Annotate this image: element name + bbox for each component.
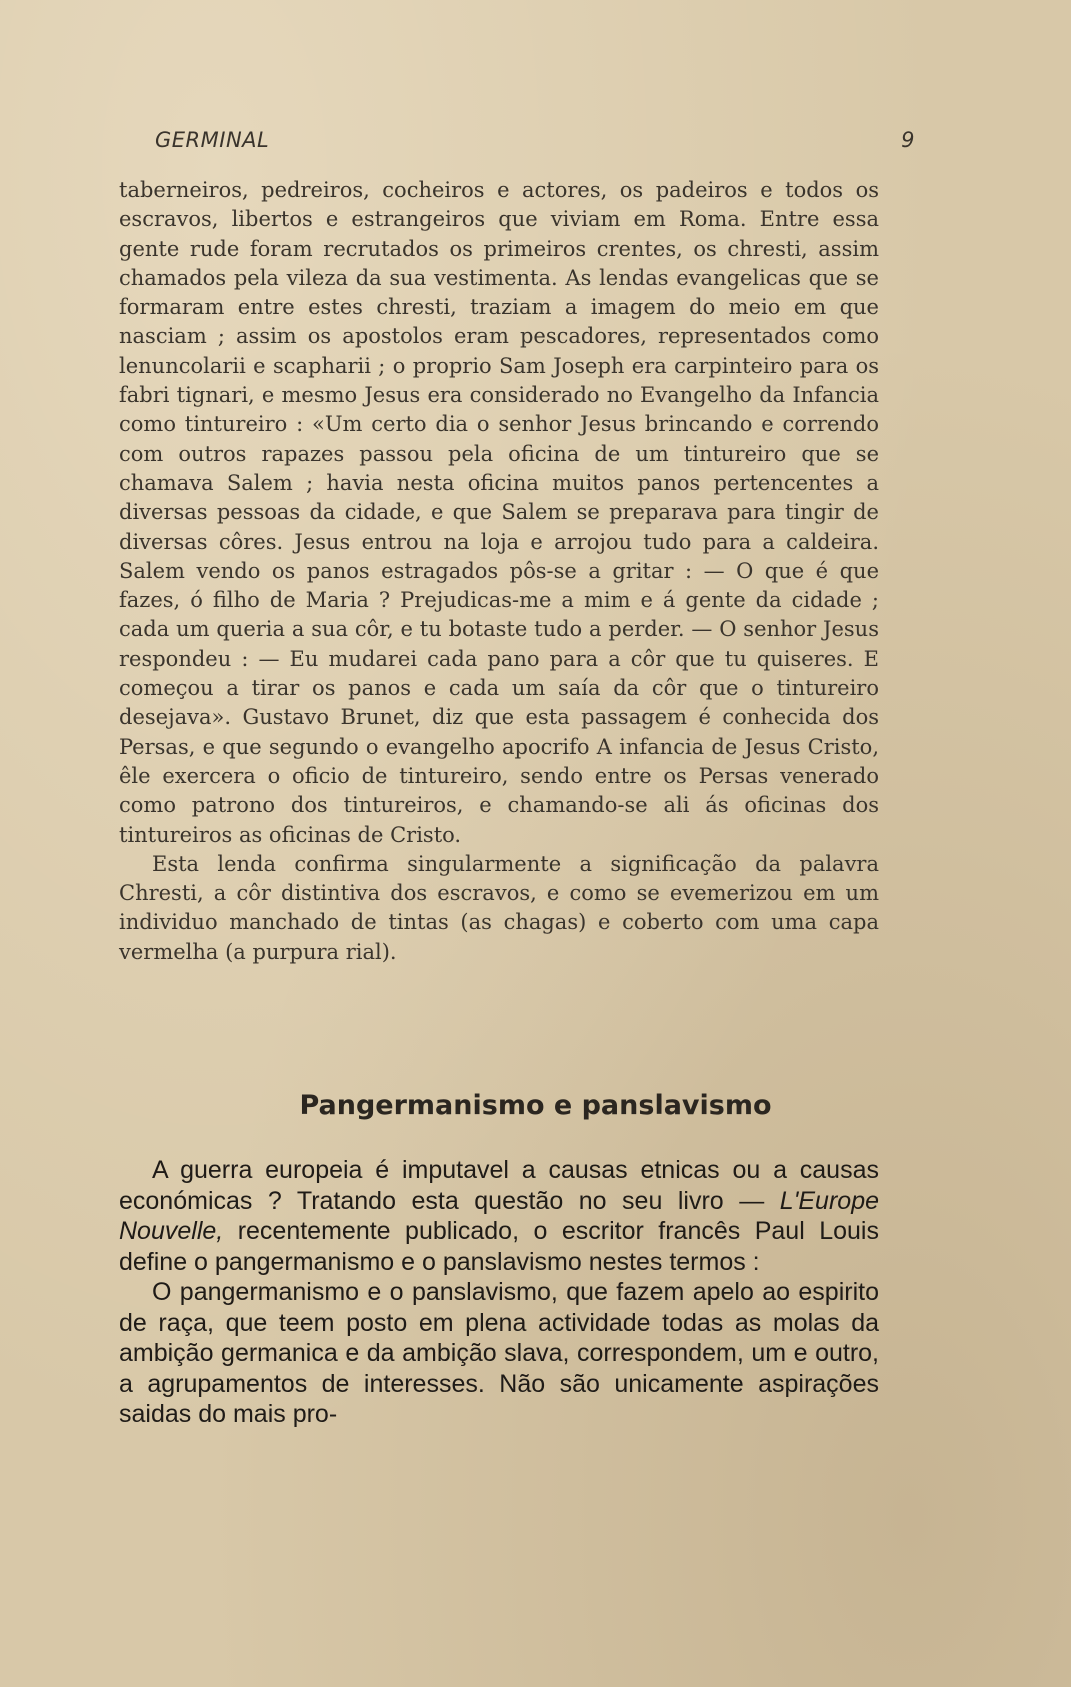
book-title: L'Europe Nouvelle, <box>119 1186 879 1245</box>
section-one-body <box>119 176 879 967</box>
journal-title: GERMINAL <box>155 128 270 152</box>
page-number: 9 <box>901 128 915 152</box>
section-heading: Pangermanismo e panslavismo <box>299 1090 772 1121</box>
paragraph-text: A guerra europeia é imputavel a causas etnicas ou a causas económicas ? Tratando esta questão no seu livro — <box>119 1156 879 1215</box>
paragraph-text: recentemente publicado, o escritor francês Paul Louis define o pangermanismo e o panslavismo nestes termos : <box>119 1217 879 1276</box>
paragraph <box>119 1155 879 1277</box>
section-two-body <box>119 1155 879 1430</box>
paragraph: Esta lenda confirma singularmente a significação da palavra Chresti, a côr distintiva dos escravos, e como se evemerizou em um individuo manchado de tintas (as chagas) e coberto com uma capa vermelha (a purpura rial). <box>119 851 879 964</box>
running-head <box>155 128 915 162</box>
paragraph: taberneiros, pedreiros, cocheiros e actores, os padeiros e todos os escravos, libertos e estrangeiros que viviam em Roma. Entre essa gente rude foram recrutados os primeiros crentes, os chresti, assim chamados pela vileza da sua vestimenta. As lendas evangelicas que se formaram entre estes chresti, traziam a imagem do meio em que nasciam ; assim os apostolos eram pescadores, representados como lenuncolarii e scapharii ; o proprio Sam Joseph era carpinteiro para os fabri tignari, e mesmo Jesus era considerado no Evangelho da Infancia como tintureiro : «Um certo dia o senhor Jesus brincando e correndo com outros rapazes passou pela oficina de um tintureiro que se chamava Salem ; havia nesta oficina muitos panos pertencentes a diversas pessoas da cidade, e que Salem se preparava para tingir de diversas côres. Jesus entrou na loja e arrojou tudo para a caldeira. Salem vendo os panos estragados pôs-se a gritar : — O que é que fazes, ó filho de Maria ? Prejudicas-me a mim e á gente da cidade ; cada um queria a sua côr, e tu botaste tudo a perder. — O senhor Jesus respondeu : — Eu mudarei cada pano para a côr que tu quiseres. E começou a tirar os panos e cada um saía da côr que o tintureiro desejava». Gustavo Brunet, diz que esta passagem é conhecida dos Persas, e que segundo o evangelho apocrifo A infancia de Jesus Cristo, êle exercera o oficio de tintureiro, sendo entre os Persas venerado como patrono dos tintureiros, e chamando-se ali ás oficinas dos tintureiros as oficinas de Cristo. <box>119 178 879 847</box>
paragraph: O pangermanismo e o panslavismo, que fazem apelo ao espirito de raça, que teem posto em plena actividade todas as molas da ambição germanica e da ambição slava, correspondem, um e outro, a agrupamentos de interesses. Não são unicamente aspirações saidas do mais pro- <box>119 1278 879 1428</box>
